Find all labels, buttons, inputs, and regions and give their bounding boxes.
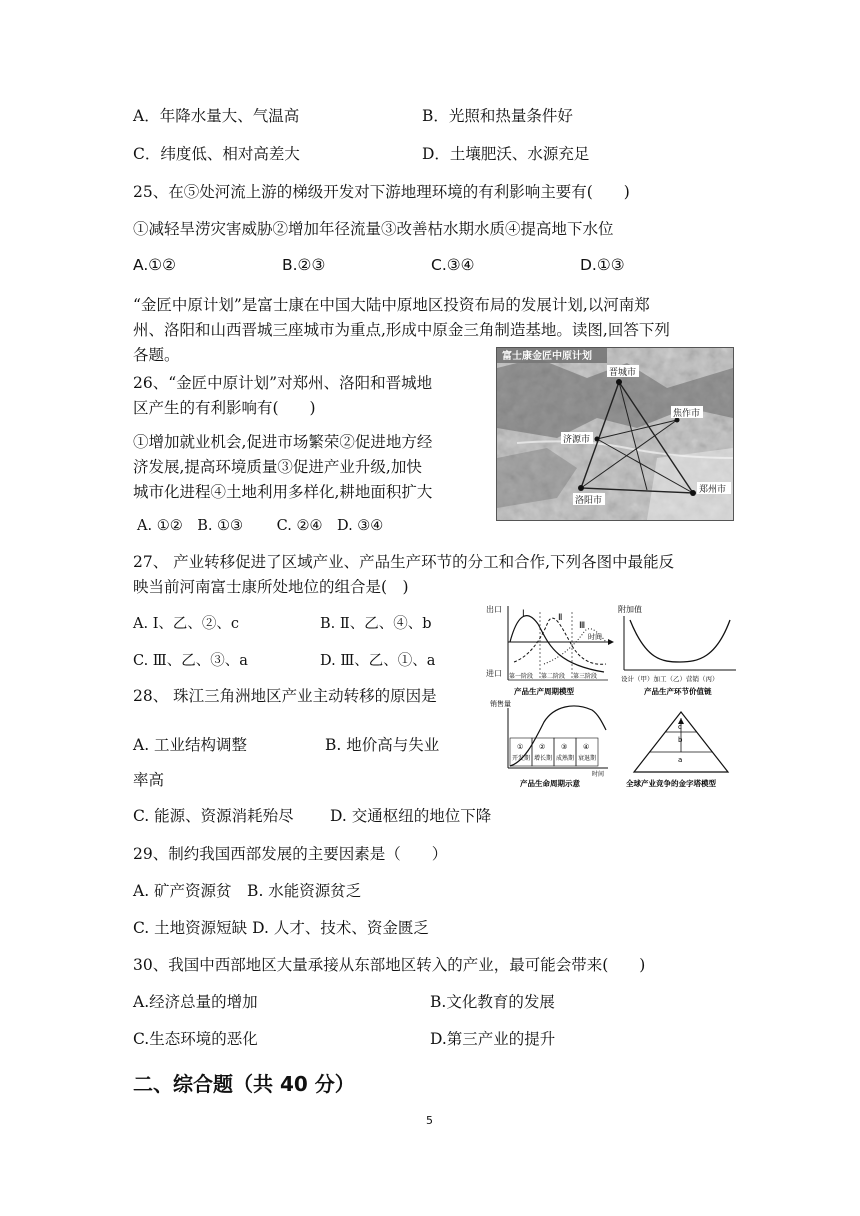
q27-option-d: D. Ⅲ、乙、①、a xyxy=(320,653,436,669)
f3-phase-1: 开发期 xyxy=(512,755,531,762)
q26-items-3: 城市化进程④土地利用多样化,耕地面积扩大 xyxy=(133,483,433,501)
q27-stem-1: 27、 产业转移促进了区域产业、产品生产环节的分工和合作,下列各图中最能反 xyxy=(133,553,675,571)
map-label-luoyang: 洛阳市 xyxy=(575,496,603,506)
f3-phase-3: 成熟期 xyxy=(556,755,575,762)
foxconn-map xyxy=(496,347,734,521)
q25-stem: 25、在⑤处河流上游的梯级开发对下游地理环境的有利影响主要有( ) xyxy=(133,183,630,201)
f3-caption: 产品生命周期示意 xyxy=(520,779,580,788)
f3-xlabel: 时间 xyxy=(592,771,605,778)
f3-phase-2: 增长期 xyxy=(534,755,553,762)
figure-production-cycle xyxy=(486,604,614,696)
map-label-jiaozuo: 焦作市 xyxy=(673,409,701,419)
q24-option-d: D．土壤肥沃、水源充足 xyxy=(422,145,590,163)
q24-option-a: A．年降水量大、气温高 xyxy=(133,107,300,125)
q26-items-2: 济发展,提高环境质量③促进产业升级,加快 xyxy=(133,458,422,476)
q25-items: ①减轻旱涝灾害威胁②增加年径流量③改善枯水期水质④提高地下水位 xyxy=(133,220,614,238)
f2-xlabel: 设计（甲）加工（乙）营销（丙） xyxy=(621,675,719,683)
q28-option-a: A. 工业结构调整 xyxy=(133,736,248,754)
f3-phase-4: 衰退期 xyxy=(578,755,597,762)
map-svg xyxy=(497,348,733,520)
f3-phase-2-num: ② xyxy=(539,743,546,751)
industry-figures xyxy=(484,602,740,792)
q25-option-c: C.③④ xyxy=(431,256,475,274)
figure-product-lifecycle xyxy=(490,699,608,788)
page-number: 5 xyxy=(426,1114,433,1127)
f3-phase-4-num: ④ xyxy=(583,743,590,751)
f1-stage-1: 第一阶段 xyxy=(509,673,534,680)
q24-option-b: B．光照和热量条件好 xyxy=(422,107,573,125)
q30-option-d: D.第三产业的提升 xyxy=(430,1030,556,1048)
q28-stem: 28、 珠江三角洲地区产业主动转移的原因是 xyxy=(133,687,437,705)
map-label-jiyuan: 济源市 xyxy=(563,435,591,445)
intro-line-2: 州、洛阳和山西晋城三座城市为重点,形成中原金三角制造基地。读图,回答下列 xyxy=(133,321,670,339)
q27-option-b: B. Ⅱ、乙、④、b xyxy=(320,616,432,632)
f1-stage-3: 第三阶段 xyxy=(573,673,598,680)
q30-option-a: A.经济总量的增加 xyxy=(133,993,258,1011)
f1-stage-2: 第二阶段 xyxy=(541,673,566,680)
map-label-jincheng: 晋城市 xyxy=(609,368,637,378)
f1-ylabel-top: 出口 xyxy=(486,605,502,614)
f1-ylabel-bottom: 进口 xyxy=(486,669,502,678)
f1-curve-i: Ⅰ xyxy=(522,609,525,619)
q30-stem: 30、我国中西部地区大量承接从东部地区转入的产业，最可能会带来( ) xyxy=(133,956,646,974)
f1-caption: 产品生产周期模型 xyxy=(514,687,574,696)
q27-option-c: C. Ⅲ、乙、③、a xyxy=(133,653,248,669)
figure-pyramid xyxy=(626,712,728,788)
f4-level-a: a xyxy=(678,756,683,764)
f1-curve-ii: Ⅱ xyxy=(558,613,563,623)
q27-option-a: A. Ⅰ、乙、②、c xyxy=(133,616,240,632)
q28-option-c: C. 能源、资源消耗殆尽 xyxy=(133,807,294,825)
map-title: 富士康金匠中原计划 xyxy=(502,351,592,362)
f3-phase-3-num: ③ xyxy=(561,743,568,751)
f1-curve-iii: Ⅲ xyxy=(579,621,586,631)
map-label-zhengzhou: 郑州市 xyxy=(699,485,727,495)
section-heading: 二、综合题（共 40 分） xyxy=(133,1072,355,1096)
q24-option-c: C．纬度低、相对高差大 xyxy=(133,145,300,163)
f4-caption: 全球产业竞争的金字塔模型 xyxy=(626,779,716,788)
intro-line-1: “金匠中原计划”是富士康在中国大陆中原地区投资布局的发展计划,以河南郑 xyxy=(133,296,650,314)
q25-option-d: D.①③ xyxy=(580,256,625,274)
q29-stem: 29、制约我国西部发展的主要因素是（ ） xyxy=(133,845,448,863)
q30-option-b: B.文化教育的发展 xyxy=(430,993,555,1011)
q29-options-cd: C. 土地资源短缺 D. 人才、技术、资金匮乏 xyxy=(133,919,429,937)
figure-value-chain xyxy=(618,604,736,696)
q28-option-d: D. 交通枢纽的地位下降 xyxy=(330,807,492,825)
q28-option-b-cont: 率高 xyxy=(133,771,165,789)
intro-line-3: 各题。 xyxy=(133,346,180,364)
q25-option-b: B.②③ xyxy=(282,256,326,274)
q28-option-b: B. 地价高与失业 xyxy=(325,736,440,754)
f4-level-c: c xyxy=(678,723,682,731)
q26-stem-1: 26、“金匠中原计划”对郑州、洛阳和晋城地 xyxy=(133,374,433,392)
f3-phase-1-num: ① xyxy=(517,743,524,751)
q30-option-c: C.生态环境的恶化 xyxy=(133,1030,258,1048)
f3-ylabel: 销售量 xyxy=(490,700,511,708)
q26-options: A. ①② B. ①③ C. ②④ D. ③④ xyxy=(137,518,384,534)
q26-items-1: ①增加就业机会,促进市场繁荣②促进地方经 xyxy=(133,433,433,451)
q25-option-a: A.①② xyxy=(133,256,177,274)
q27-stem-2: 映当前河南富士康所处地位的组合是( ) xyxy=(133,578,409,596)
f1-xlabel: 时间 xyxy=(588,633,602,641)
f2-caption: 产品生产环节价值链 xyxy=(644,687,712,696)
q29-options-ab: A. 矿产资源贫 B. 水能资源贫乏 xyxy=(133,882,362,900)
f2-ylabel: 附加值 xyxy=(618,605,642,614)
f4-level-b: b xyxy=(678,736,683,744)
q26-stem-2: 区产生的有利影响有( ) xyxy=(133,399,316,417)
